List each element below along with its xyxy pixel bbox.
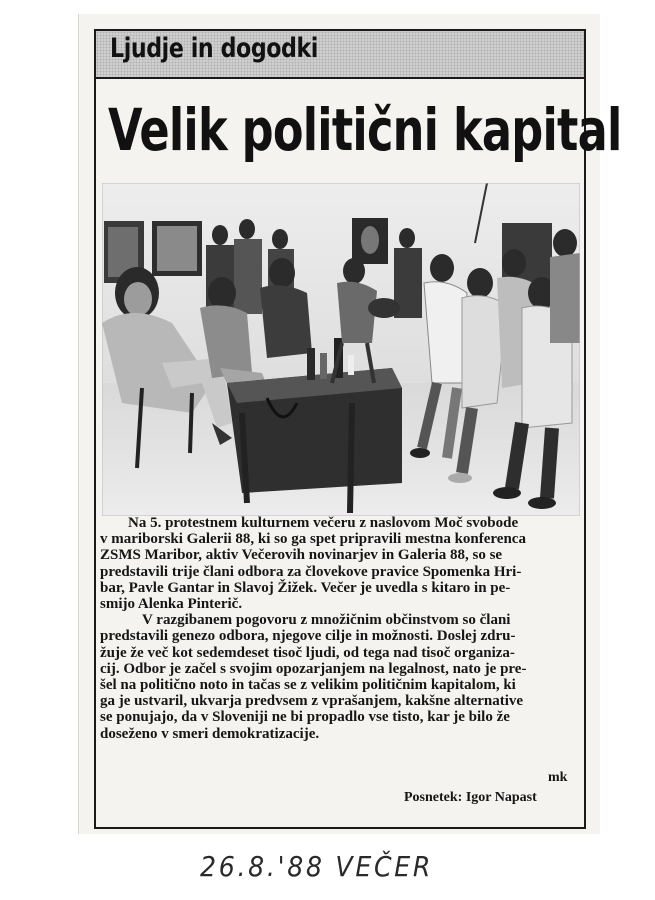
article-body <box>100 515 580 742</box>
article-photo <box>102 183 580 516</box>
text-line: žuje že več kot sedemdeset tisoč ljudi, od tega nad tisoč organiza- <box>100 644 515 661</box>
text-line: V razgibanem pogovoru z množičnim občinstvom so člani <box>142 612 511 629</box>
headline: Velik politični kapital <box>108 96 622 164</box>
text-line: Na 5. protestnem kulturnem večeru z naslovom Moč svobode <box>128 515 519 531</box>
text-line: bar, Pavle Gantar in Slavoj Žižek. Večer je uvedla s kitaro in pe- <box>100 579 511 596</box>
text-line: v mariborski Galerii 88, ki so ga spet pripravili mestna konferenca <box>100 531 526 548</box>
text-line: šel na politično noto in tačas se z velikim političnim kapitalom, ki <box>100 677 516 694</box>
text-line: smijo Alenka Pinterič. <box>100 596 243 613</box>
photo-gallery-audience-icon <box>102 183 580 516</box>
text-line: cij. Odbor je začel s svojim opozarjanjem na legalnost, nato je pre- <box>100 660 527 677</box>
text-line: predstavili trije člani odbora za človekove pravice Spomenka Hri- <box>100 563 522 580</box>
text-line: ZSMS Maribor, aktiv Večerovih novinarjev in Galeria 88, so se <box>100 547 503 564</box>
text-line: se ponujajo, da v Sloveniji ne bi propadlo vse tisto, kar je bilo že <box>100 709 510 726</box>
author-credit: mk <box>548 770 568 785</box>
text-line: predstavili genezo odbora, njegove cilje in možnosti. Doslej zdru- <box>100 628 516 645</box>
paragraph-2 <box>100 612 580 742</box>
paragraph-1 <box>100 515 580 613</box>
handwritten-date-note: 26.8.'88 VEČER <box>200 850 434 883</box>
text-line: ga je ustvaril, ukvarja predvsem z vprašanjem, kakšne alternative <box>100 693 524 710</box>
text-line: doseženo v smeri demokratizacije. <box>100 725 320 742</box>
photo-credit: Posnetek: Igor Napast <box>404 790 537 805</box>
section-label: Ljudje in dogodki <box>110 33 318 64</box>
